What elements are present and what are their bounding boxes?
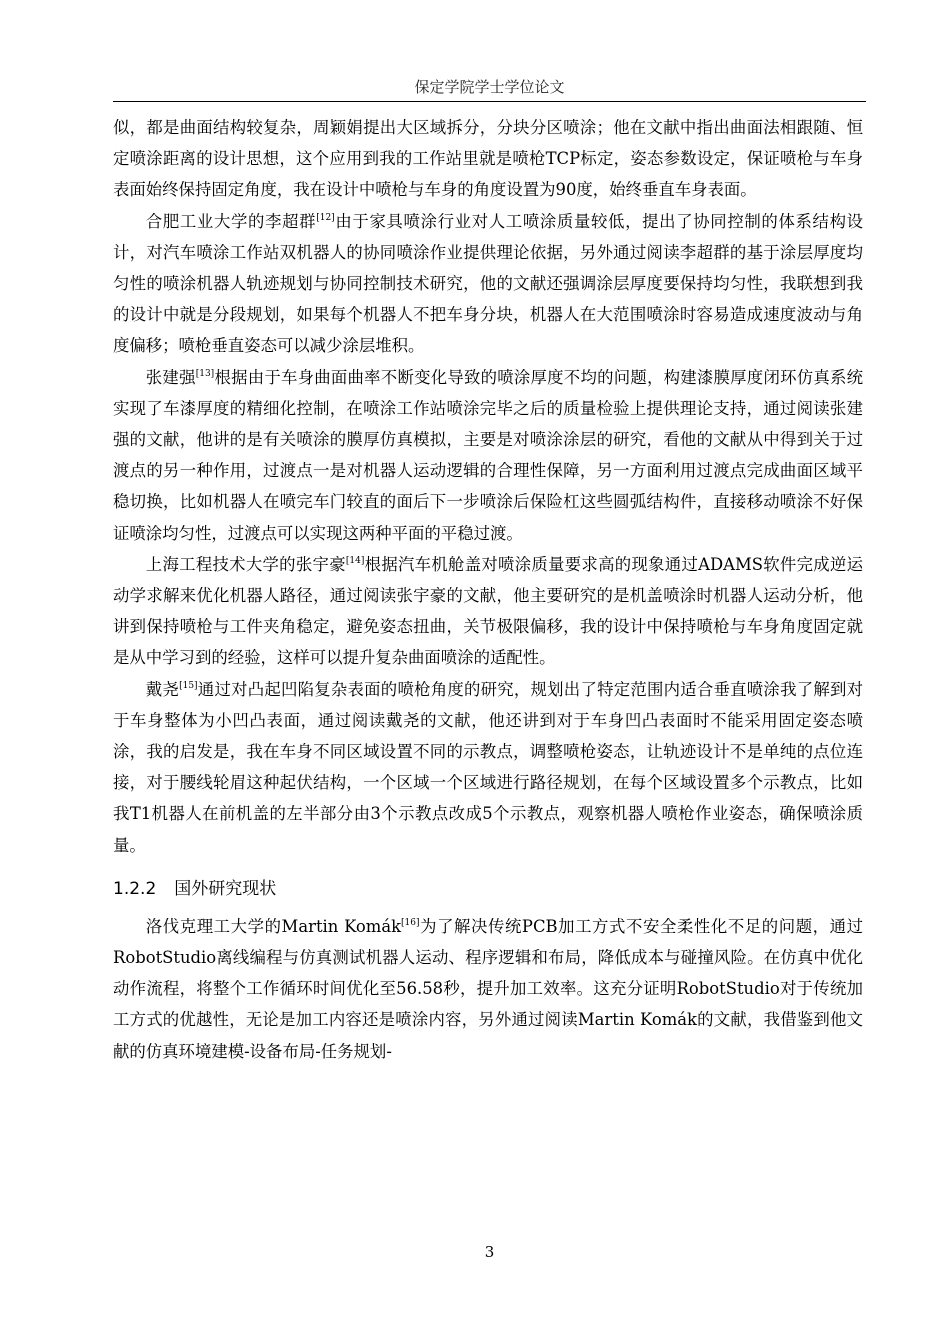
section-heading <box>113 873 863 905</box>
paragraph-zhang-yuhao <box>113 549 863 674</box>
citation-ref: [14] <box>345 555 365 566</box>
citation-ref: [16] <box>401 917 420 928</box>
paragraph-text-rest: 根据汽车机舱盖对喷涂质量要求高的现象通过ADAMS软件完成逆运动学求解来优化机器人路径，通过阅读张宇豪的文献，他主要研究的是机盖喷涂时机器人运动分析，他讲到保持喷枪与工件夹角稳定，避免姿态扭曲，关节极限偏移，我的设计中保持喷枪与车身角度固定就是从中学习到的经验，这样可以提升复杂曲面喷涂的适配性。 <box>113 554 864 668</box>
paragraph-text-start: 张建强 <box>145 367 196 387</box>
header-rule <box>113 101 866 102</box>
main-body <box>113 112 863 1067</box>
citation-ref: [13] <box>195 368 215 379</box>
paragraph-text-rest: 根据由于车身曲面曲率不断变化导致的喷涂厚度不均的问题，构建漆膜厚度闭环仿真系统实现了车漆厚度的精细化控制，在喷涂工作站喷涂完毕之后的质量检验上提供理论支持，通过阅读张建强的文献，他讲的是有关喷涂的膜厚仿真模拟，主要是对喷涂涂层的研究，看他的文献从中得到关于过渡点的另一种作用，过渡点一是对机器人运动逻辑的合理性保障，另一方面利用过渡点完成曲面区域平稳切换，比如机器人在喷完车门较直的面后下一步喷涂后保险杠这些圆弧结构件，直接移动喷涂不好保证喷涂均匀性，过渡点可以实现这两种平面的平稳过渡。 <box>113 367 864 543</box>
paragraph-text-rest: 为了解决传统PCB加工方式不安全柔性化不足的问题，通过RobotStudio离线编程与仿真测试机器人运动、程序逻辑和布局，降低成本与碰撞风险。在仿真中优化动作流程，将整个工作循环时间优化至56.58秒，提升加工效率。这充分证明RobotStudio对于传统加工方式的优越性，无论是加工内容还是喷涂内容，另外通过阅读Martin Komák的文献，我借鉴到他文献的仿真环境建模-设备布局-任务规划- <box>113 916 863 1061</box>
section-title: 国外研究现状 <box>174 878 277 899</box>
running-header: 保定学院学士学位论文 <box>414 78 565 96</box>
paragraph-dai-yao <box>113 674 863 861</box>
paragraph-continued: 似，都是曲面结构较复杂，周颖娟提出大区域拆分，分块分区喷涂；他在文献中指出曲面法相跟随、恒定喷涂距离的设计思想，这个应用到我的工作站里就是喷枪TCP标定，姿态参数设定，保证喷枪与车身表面始终保持固定角度，我在设计中喷枪与车身的角度设置为90度，始终垂直车身表面。 <box>113 118 863 200</box>
paragraph-zhang-jianqiang <box>113 362 863 549</box>
paragraph-martin-komak <box>113 911 863 1067</box>
paragraph-text-rest: 通过对凸起凹陷复杂表面的喷枪角度的研究，规划出了特定范围内适合垂直喷涂我了解到对于车身整体为小凹凸表面，通过阅读戴尧的文献，他还讲到对于车身凹凸表面时不能采用固定姿态喷涂，我的启发是，我在车身不同区域设置不同的示教点，调整喷枪姿态，让轨迹设计不是单纯的点位连接，对于腰线轮眉这种起伏结构，一个区域一个区域进行路径规划，在每个区域设置多个示教点，比如我T1机器人在前机盖的左半部分由3个示教点改成5个示教点，观察机器人喷枪作业姿态，确保喷涂质量。 <box>113 679 864 855</box>
section-number: 1.2.2 <box>113 878 157 899</box>
citation-ref: [12] <box>316 212 335 223</box>
paragraph-text-rest: 由于家具喷涂行业对人工喷涂质量较低，提出了协同控制的体系结构设计，对汽车喷涂工作站双机器人的协同喷涂作业提供理论依据，另外通过阅读李超群的基于涂层厚度均匀性的喷涂机器人轨迹规划与协同控制技术研究，他的文献还强调涂层厚度要保持均匀性，我联想到我的设计中就是分段规划，如果每个机器人不把车身分块，机器人在大范围喷涂时容易造成速度波动与角度偏移；喷枪垂直姿态可以减少涂层堆积。 <box>113 211 864 356</box>
paragraph-li-chaoqun <box>113 206 863 362</box>
paragraph-text-start: 合肥工业大学的李超群 <box>145 211 317 231</box>
citation-ref: [15] <box>179 680 198 691</box>
paragraph-text-start: 戴尧 <box>145 679 180 699</box>
paragraph-text-start: 洛伐克理工大学的Martin Komák <box>145 916 402 936</box>
page-number: 3 <box>484 1243 495 1261</box>
paragraph-text-start: 上海工程技术大学的张宇豪 <box>145 554 346 574</box>
